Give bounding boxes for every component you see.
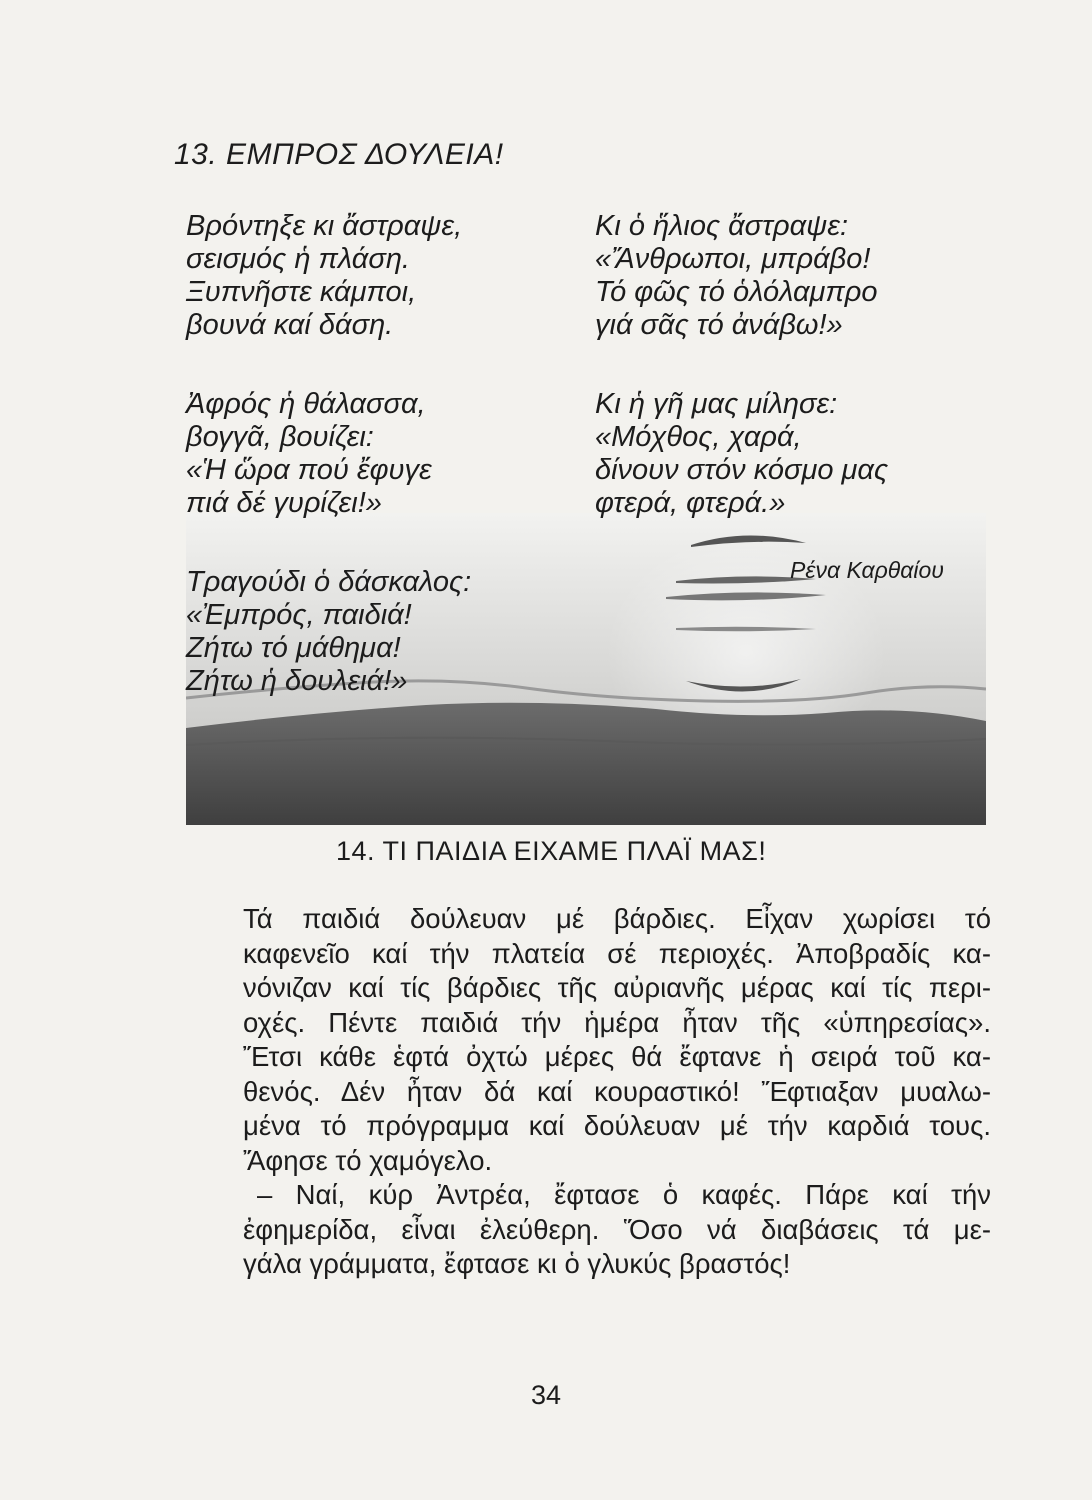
poem-line: Ζήτω ἡ δουλειά!» <box>186 665 408 697</box>
text-line: νόνιζαν καί τίς βάρδιες τῆς αὐριανῆς μέρας καί τίς περι- <box>243 972 991 1003</box>
poem-title: 13. ΕΜΠΡΟΣ ΔΟΥΛΕΙΑ! <box>174 138 504 171</box>
text-line: θενός. Δέν ἦταν δά καί κουραστικό! Ἔφτιαξαν μυαλω- <box>243 1075 991 1107</box>
text-line: ἐφημερίδα, εἶναι ἐλεύθερη. Ὅσο νά διαβάσεις τά με- <box>243 1213 991 1245</box>
poem-stanza-2 <box>186 388 432 520</box>
poem-stanza-4 <box>595 210 878 342</box>
text-line: Ἔτσι κάθε ἑφτά ὀχτώ μέρες θά ἔφτανε ἡ σειρά τοῦ κα- <box>243 1041 991 1072</box>
page-number: 34 <box>530 1380 562 1410</box>
poem-line: Τό φῶς τό ὁλόλαμπρο <box>595 276 878 308</box>
text-line: Τά παιδιά δούλευαν μέ βάρδιες. Εἶχαν χωρίσει τό <box>243 903 991 934</box>
poem-author: Ρένα Καρθαίου <box>790 557 944 583</box>
poem-stanza-3 <box>186 566 471 698</box>
poem-line: γιά σᾶς τό ἀνάβω!» <box>595 309 843 341</box>
poem-line: βουνά καί δάση. <box>186 309 394 341</box>
poem-line: δίνουν στόν κόσμο μας <box>595 454 889 486</box>
poem-line: Τραγούδι ὁ δάσκαλος: <box>186 566 472 598</box>
text-line: Ἄφησε τό χαμόγελο. <box>243 1144 493 1176</box>
poem-line: Ξυπνῆστε κάμποι, <box>186 276 417 308</box>
text-line: γάλα γράμματα, ἔφτασε κι ὁ γλυκύς βραστός! <box>243 1248 791 1279</box>
poem-line: «Ἄνθρωποι, μπράβο! <box>595 243 871 275</box>
text-line: οχές. Πέντε παιδιά τήν ἡμέρα ἦταν τῆς «ὑπηρεσίας». <box>243 1006 991 1038</box>
poem-line: «Μόχθος, χαρά, <box>595 421 802 453</box>
poem-line: «Ἡ ὥρα πού ἔφυγε <box>186 454 432 486</box>
poem-line: Ζήτω τό μάθημα! <box>186 632 401 664</box>
poem-line: Ἀφρός ἡ θάλασσα, <box>186 388 426 420</box>
poem-line: Κι ἡ γῆ μας μίλησε: <box>595 388 838 420</box>
poem-line: φτερά, φτερά.» <box>595 487 786 519</box>
poem-line: σεισμός ἡ πλάση. <box>186 243 410 275</box>
story-text <box>243 902 991 1282</box>
poem-stanza-5 <box>595 388 888 520</box>
text-line: καφενεῖο καί τήν πλατεία σέ περιοχές. Ἀποβραδίς κα- <box>243 937 991 969</box>
text-line: μένα τό πρόγραμμα καί δούλευαν μέ τήν καρδιά τους. <box>243 1110 991 1141</box>
poem-stanza-1 <box>186 210 462 342</box>
poem-line: Βρόντηξε κι ἄστραψε, <box>186 210 463 242</box>
text-line: – Ναί, κύρ Ἀντρέα, ἔφτασε ὁ καφές. Πάρε καί τήν <box>257 1179 991 1210</box>
poem-line: πιά δέ γυρίζει!» <box>186 487 382 519</box>
poem-line: βογγᾶ, βουίζει: <box>186 421 374 453</box>
poem-line: «Ἐμπρός, παιδιά! <box>186 599 412 631</box>
story-title: 14. ΤΙ ΠΑΙΔΙΑ ΕΙΧΑΜΕ ΠΛΑΪ ΜΑΣ! <box>336 836 767 866</box>
poem-line: Κι ὁ ἥλιος ἄστραψε: <box>595 210 849 242</box>
